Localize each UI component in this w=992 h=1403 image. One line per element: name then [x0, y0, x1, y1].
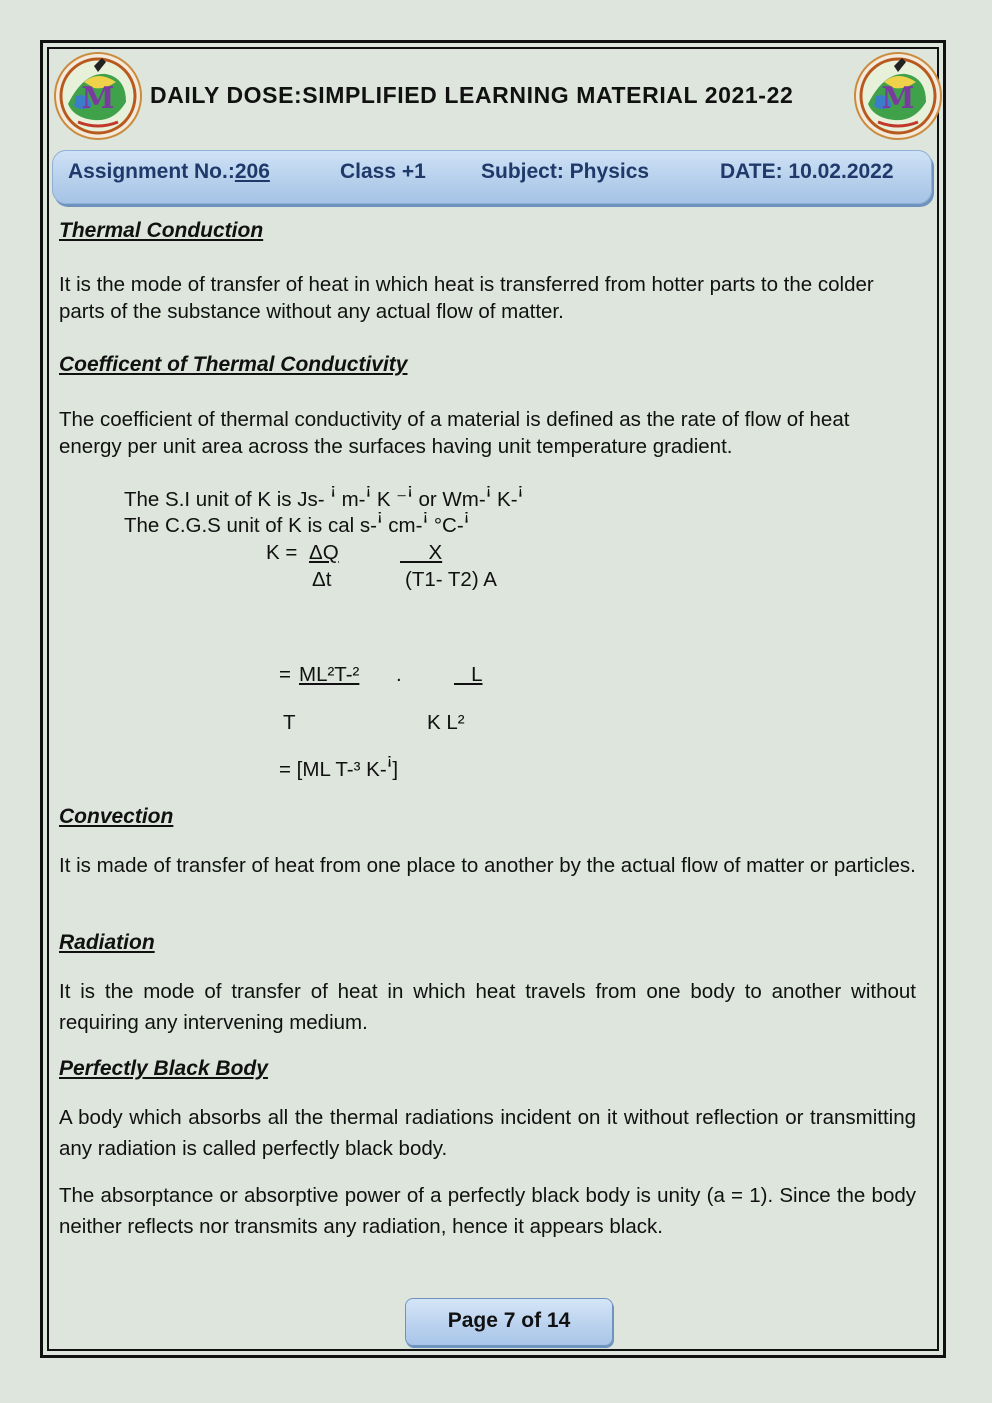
dimension-result: = [ML T-³ K-ꜞ]: [279, 758, 399, 781]
assignment-info-bar: [52, 150, 932, 204]
dimension-eq-sign: =: [279, 663, 291, 686]
paragraph-thermal-conductivity: The coefficient of thermal conductivity of a material is defined as the rate of flow of heat energy per unit area across the surfaces having unit temperature gradient.: [59, 408, 850, 458]
assignment-label: Assignment No.:: [68, 160, 235, 183]
k-formula-denominator-1: Δt: [312, 568, 332, 591]
paragraph-thermal-conduction: It is the mode of transfer of heat in which heat is transferred from hotter parts to the colder parts of the substance without any actual flow of matter.: [59, 273, 874, 323]
paragraph-black-body-2: The absorptance or absorptive power of a perfectly black body is unity (a = 1). Since the body neither reflects nor transmits any radiation, hence it appears black.: [59, 1184, 916, 1238]
si-unit-line: The S.I unit of K is Js- ꜞ m-ꜞ K ⁻ꜞ or Wm-ꜞ K-ꜞ: [124, 488, 524, 511]
heading-radiation: Radiation: [59, 931, 155, 954]
cgs-unit-line: The C.G.S unit of K is cal s-ꜞ cm-ꜞ °C-ꜞ: [124, 514, 470, 537]
k-formula-denominator-2: (T1- T2) A: [405, 568, 497, 591]
assignment-number: [68, 160, 270, 184]
heading-black-body: Perfectly Black Body: [59, 1057, 268, 1080]
paragraph-convection: It is made of transfer of heat from one place to another by the actual flow of matter or particles.: [59, 854, 916, 877]
heading-convection: Convection: [59, 805, 174, 828]
page-title: DAILY DOSE:SIMPLIFIED LEARNING MATERIAL 2021-22: [150, 82, 794, 108]
subject-label: Subject: Physics: [481, 160, 650, 183]
school-emblem-left-icon: [54, 52, 142, 140]
paragraph-black-body-1: A body which absorbs all the thermal radiations incident on it without reflection or transmitting any radiation is called perfectly black body.: [59, 1106, 916, 1160]
svg-text:M: M: [881, 81, 915, 116]
school-emblem-right-icon: [854, 52, 942, 140]
paragraph-radiation: It is the mode of transfer of heat in which heat travels from one body to another without requiring any intervening medium.: [59, 980, 916, 1034]
svg-text:M: M: [81, 81, 115, 116]
class-label: Class +1: [340, 160, 426, 183]
assignment-number-value: 206: [234, 160, 270, 183]
dimension-numerator-2: L: [454, 663, 483, 686]
k-formula-numerator-2: X: [400, 541, 443, 564]
dimension-dot: .: [396, 663, 402, 686]
dimension-denominator-1: T: [283, 711, 296, 734]
date-label: DATE: 10.02.2022: [720, 160, 894, 183]
dimension-numerator-1: ML²T-²: [299, 663, 360, 686]
page-number-badge: Page 7 of 14: [405, 1298, 613, 1346]
heading-thermal-conduction: Thermal Conduction: [59, 219, 264, 242]
k-formula-numerator-1: ΔQ: [309, 541, 339, 564]
dimension-denominator-2: K L²: [427, 711, 465, 734]
k-formula-lhs: K =: [266, 541, 298, 564]
heading-thermal-conductivity: Coefficent of Thermal Conductivity: [59, 353, 408, 376]
